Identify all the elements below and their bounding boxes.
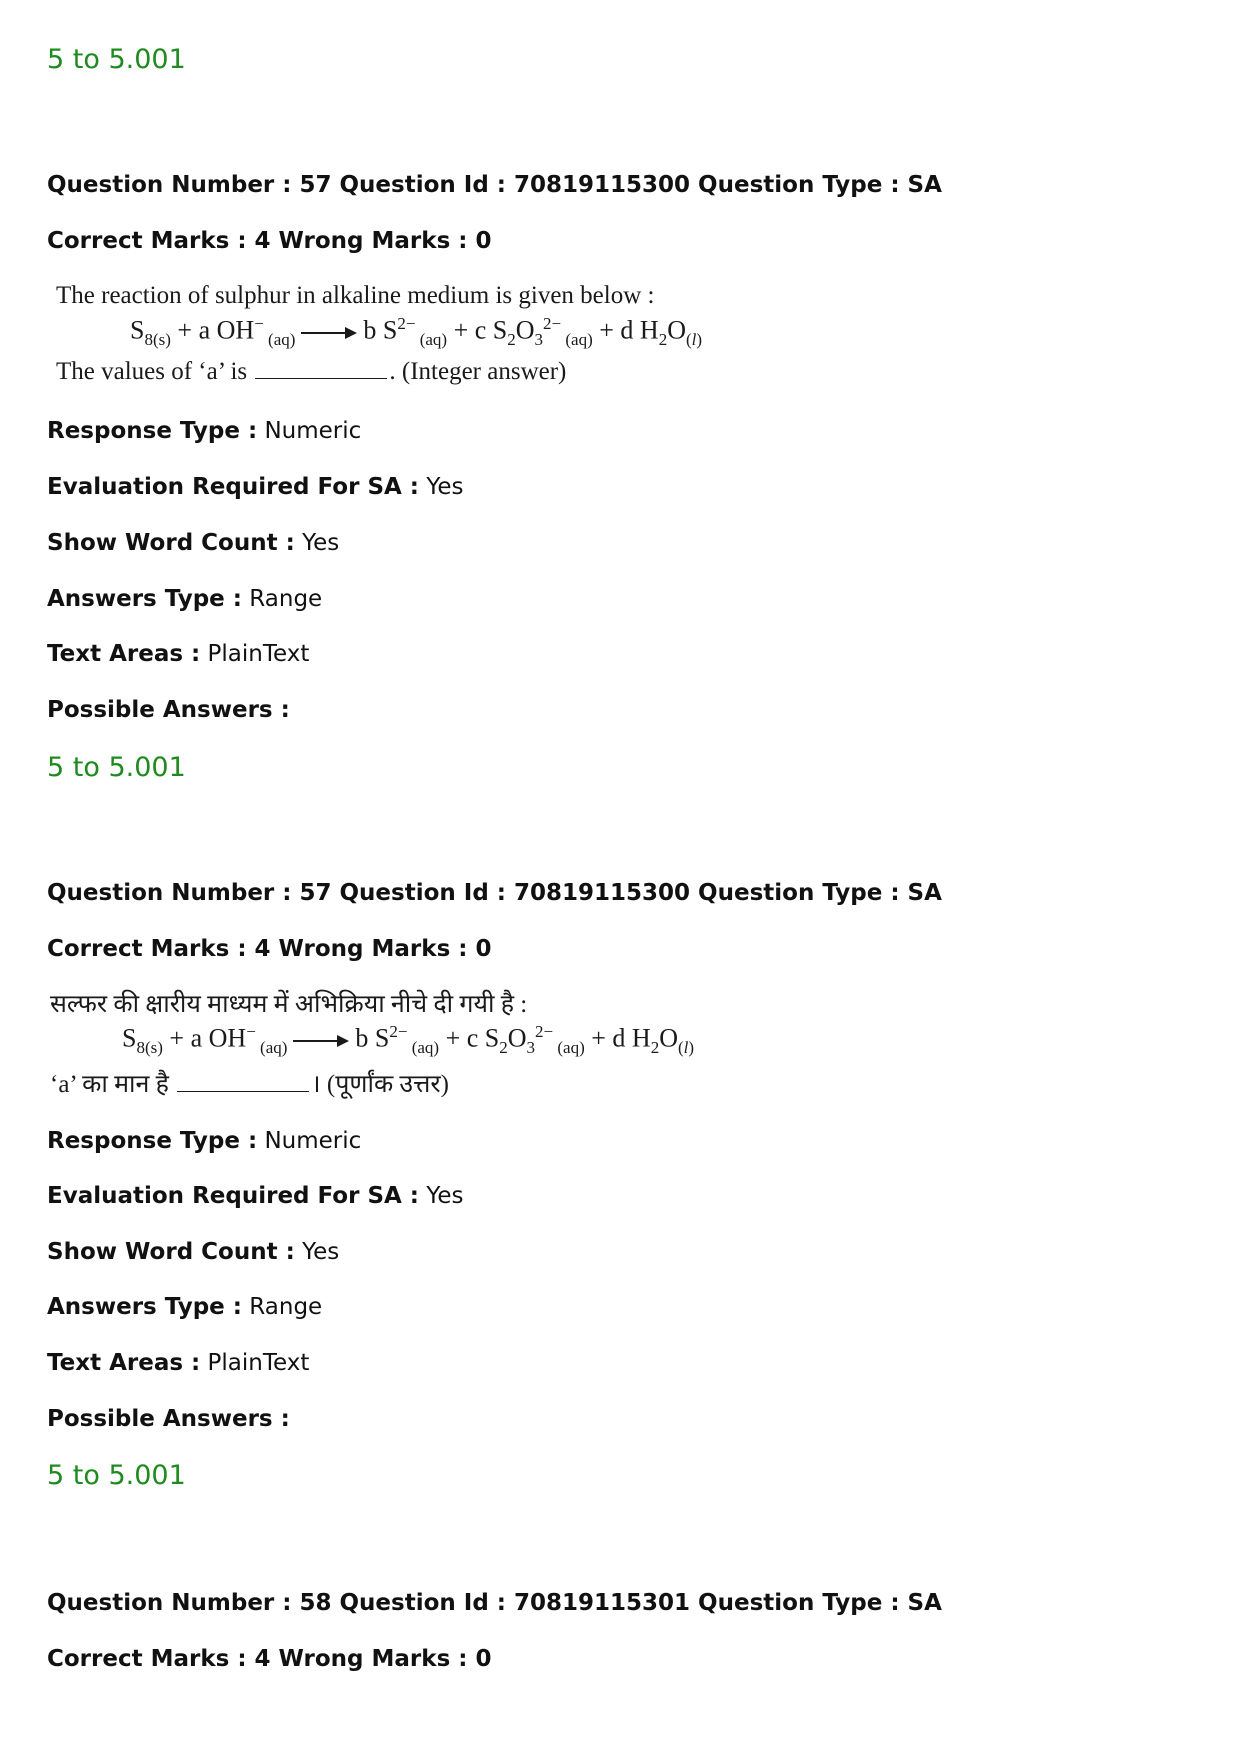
field-label: Answers Type : <box>47 1294 242 1320</box>
marks-line: Correct Marks : 4 Wrong Marks : 0 <box>47 936 492 962</box>
possible-answer-value: 5 to 5.001 <box>47 44 186 75</box>
text-areas-row <box>47 641 309 667</box>
show-word-count-row <box>47 530 339 556</box>
field-label: Evaluation Required For SA : <box>47 474 420 500</box>
field-value: Yes <box>426 1183 464 1209</box>
field-value: Range <box>249 586 323 612</box>
response-type-row <box>47 418 361 444</box>
field-value: Yes <box>302 1239 340 1265</box>
field-label: Text Areas : <box>47 641 201 667</box>
evaluation-required-row <box>47 1183 463 1209</box>
prompt-suffix: । (पूर्णांक उत्तर) <box>311 1071 449 1098</box>
marks-line: Correct Marks : 4 Wrong Marks : 0 <box>47 1646 492 1672</box>
prompt-text: ‘a’ का मान है <box>50 1071 169 1098</box>
field-value: Yes <box>426 474 464 500</box>
field-value: Range <box>249 1294 323 1320</box>
field-label: Possible Answers : <box>47 1406 290 1432</box>
question-header: Question Number : 57 Question Id : 70819115300 Question Type : SA <box>47 880 942 906</box>
possible-answers-row <box>47 697 290 723</box>
field-label: Response Type : <box>47 1128 258 1154</box>
question-header: Question Number : 58 Question Id : 70819115301 Question Type : SA <box>47 1590 942 1616</box>
possible-answer-value: 5 to 5.001 <box>47 752 186 783</box>
question-prompt-line <box>50 1066 449 1100</box>
question-prompt-line <box>56 358 566 386</box>
field-label: Possible Answers : <box>47 697 290 723</box>
marks-line: Correct Marks : 4 Wrong Marks : 0 <box>47 228 492 254</box>
chemical-equation: $S_{8(s)} + a$ OH− $_{(aq)}$ b $S^{2-}$ $_{(aq)}$ + c $S_2O_3^{2-}$ $_{(aq)}$ + d $H_2O_{(l)}$ <box>130 314 703 349</box>
answers-type-row <box>47 586 322 612</box>
field-label: Evaluation Required For SA : <box>47 1183 420 1209</box>
text-areas-row <box>47 1350 309 1376</box>
question-text-line: The reaction of sulphur in alkaline medium is given below : <box>56 282 655 309</box>
field-value: Numeric <box>264 418 362 444</box>
field-value: PlainText <box>207 641 310 667</box>
field-label: Text Areas : <box>47 1350 201 1376</box>
response-type-row <box>47 1128 361 1154</box>
field-value: PlainText <box>207 1350 310 1376</box>
chemical-equation: $S_{8(s)} + a$ OH− $_{(aq)}$ b $S^{2-}$ $_{(aq)}$ + c $S_2O_3^{2-}$ $_{(aq)}$ + d $H_2O_{(l)}$ <box>122 1022 695 1057</box>
question-image <box>56 278 846 390</box>
possible-answer-value: 5 to 5.001 <box>47 1460 186 1491</box>
show-word-count-row <box>47 1239 339 1265</box>
question-header: Question Number : 57 Question Id : 70819115300 Question Type : SA <box>47 172 942 198</box>
answers-type-row <box>47 1294 322 1320</box>
reaction-arrow-icon <box>293 1035 349 1047</box>
field-value: Numeric <box>264 1128 362 1154</box>
evaluation-required-row <box>47 474 463 500</box>
field-value: Yes <box>302 530 340 556</box>
question-text-line: सल्फर की क्षारीय माध्यम में अभिक्रिया नीचे दी गयी है : <box>50 991 528 1018</box>
field-label: Answers Type : <box>47 586 242 612</box>
field-label: Response Type : <box>47 418 258 444</box>
question-image <box>50 986 840 1101</box>
prompt-text: The values of ‘a’ is <box>56 358 248 385</box>
prompt-suffix: . (Integer answer) <box>389 358 567 385</box>
field-label: Show Word Count : <box>47 530 295 556</box>
reaction-arrow-icon <box>301 327 357 339</box>
field-label: Show Word Count : <box>47 1239 295 1265</box>
possible-answers-row <box>47 1406 290 1432</box>
answer-blank <box>255 378 387 379</box>
answer-blank <box>177 1091 309 1092</box>
